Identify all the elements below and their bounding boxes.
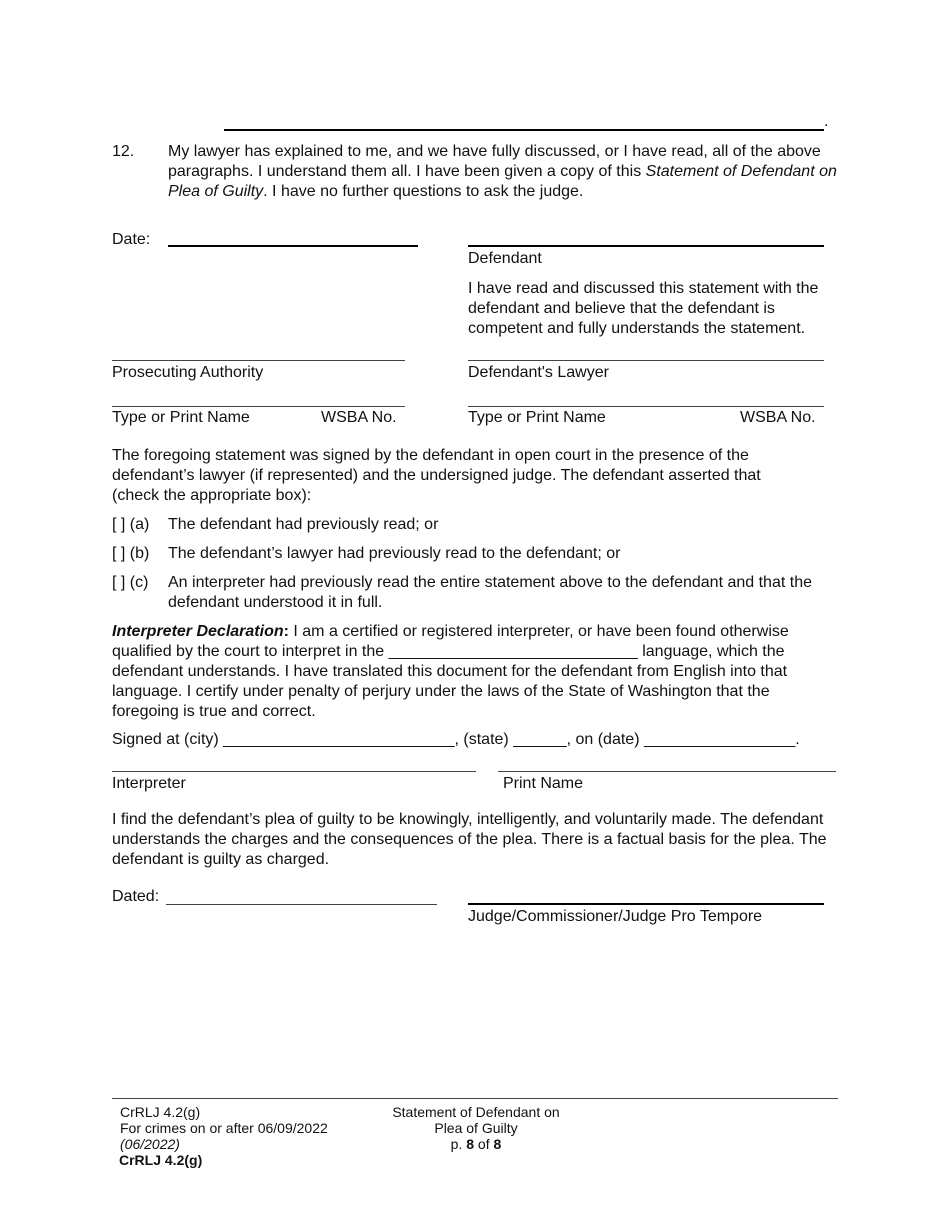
wsba-left: WSBA No. xyxy=(321,409,397,426)
print-name-label: Print Name xyxy=(503,775,584,792)
option-b-checkbox[interactable]: [ ] (b) xyxy=(112,545,150,562)
print-name-line[interactable] xyxy=(498,771,836,772)
dated-line[interactable] xyxy=(166,904,437,905)
option-a-text: The defendant had previously read; or xyxy=(168,516,439,533)
interpreter-heading: Interpreter Declaration xyxy=(112,623,284,640)
date-line[interactable] xyxy=(168,245,418,247)
defendant-signature-line[interactable] xyxy=(468,245,824,247)
interpreter-declaration: Interpreter Declaration: I am a certified or registered interpreter, or have been found otherwise qualified by the court to interpret in the ____________________________ language, which the defendant understands. I have translated this document for the defendant from English into that language. I certify under penalty of perjury under the laws of the State of Washington that the foregoing is true and correct. xyxy=(112,623,789,720)
type-print-name-left: Type or Print Name xyxy=(112,409,250,426)
footer-rule xyxy=(112,1098,838,1099)
lawyer-statement: I have read and discussed this statement with the defendant and believe that the defendant is competent and fully understands the statement. xyxy=(468,280,819,337)
option-b-text: The defendant’s lawyer had previously read to the defendant; or xyxy=(168,545,621,562)
top-line-period: . xyxy=(824,113,829,130)
defendants-lawyer-line[interactable] xyxy=(468,360,824,361)
date-label: Date: xyxy=(112,231,151,248)
footer-rule-code: CrRLJ 4.2(g) xyxy=(120,1104,201,1120)
prosecutor-name-line[interactable] xyxy=(112,406,405,407)
signed-at-line[interactable]: Signed at (city) __________________________, (state) ______, on (date) _________________. xyxy=(112,731,800,748)
judge-label: Judge/Commissioner/Judge Pro Tempore xyxy=(468,908,763,925)
footer-page-number: p. 8 of 8 xyxy=(450,1136,502,1152)
footer-title-line2: Plea of Guilty xyxy=(434,1120,518,1136)
top-signature-line xyxy=(224,129,824,131)
prosecuting-authority-label: Prosecuting Authority xyxy=(112,364,264,381)
option-c-checkbox[interactable]: [ ] (c) xyxy=(112,574,149,591)
judicial-finding: I find the defendant’s plea of guilty to be knowingly, intelligently, and voluntarily made. The defendant understands the charges and the consequences of the plea. There is a factual basis for the plea. The defendant is guilty as charged. xyxy=(112,811,827,868)
item-12-text: My lawyer has explained to me, and we have fully discussed, or I have read, all of the above paragraphs. I understand them all. I have been given a copy of this Statement of Defendant on Plea of Guilty. I have no further questions to ask the judge. xyxy=(168,143,837,200)
dated-label: Dated: xyxy=(112,888,160,905)
type-print-name-right: Type or Print Name xyxy=(468,409,606,426)
defendants-lawyer-label: Defendant's Lawyer xyxy=(468,364,609,381)
court-statement: The foregoing statement was signed by the defendant in open court in the presence of the defendant’s lawyer (if represented) and the undersigned judge. The defendant asserted that (check the appropriate box): xyxy=(112,447,761,504)
footer-title-line1: Statement of Defendant on xyxy=(392,1104,560,1120)
wsba-right: WSBA No. xyxy=(740,409,816,426)
option-c-text: An interpreter had previously read the entire statement above to the defendant and that the defendant understood it in full. xyxy=(168,574,812,611)
footer-center xyxy=(376,1104,576,1152)
interpreter-label: Interpreter xyxy=(112,775,186,792)
interpreter-signature-line[interactable] xyxy=(112,771,476,772)
defendant-label: Defendant xyxy=(468,250,542,267)
judge-signature-line[interactable] xyxy=(468,903,824,905)
lawyer-name-line[interactable] xyxy=(468,406,824,407)
footer-version: (06/2022) xyxy=(120,1136,180,1152)
prosecuting-authority-line[interactable] xyxy=(112,360,405,361)
footer-rule-code-bold: CrRLJ 4.2(g) xyxy=(119,1152,203,1168)
footer-crimes-date: For crimes on or after 06/09/2022 xyxy=(120,1120,328,1136)
language-blank[interactable]: ____________________________ xyxy=(388,643,638,660)
footer-left xyxy=(120,1104,328,1168)
item-number-12: 12. xyxy=(112,143,135,160)
option-a-checkbox[interactable]: [ ] (a) xyxy=(112,516,150,533)
